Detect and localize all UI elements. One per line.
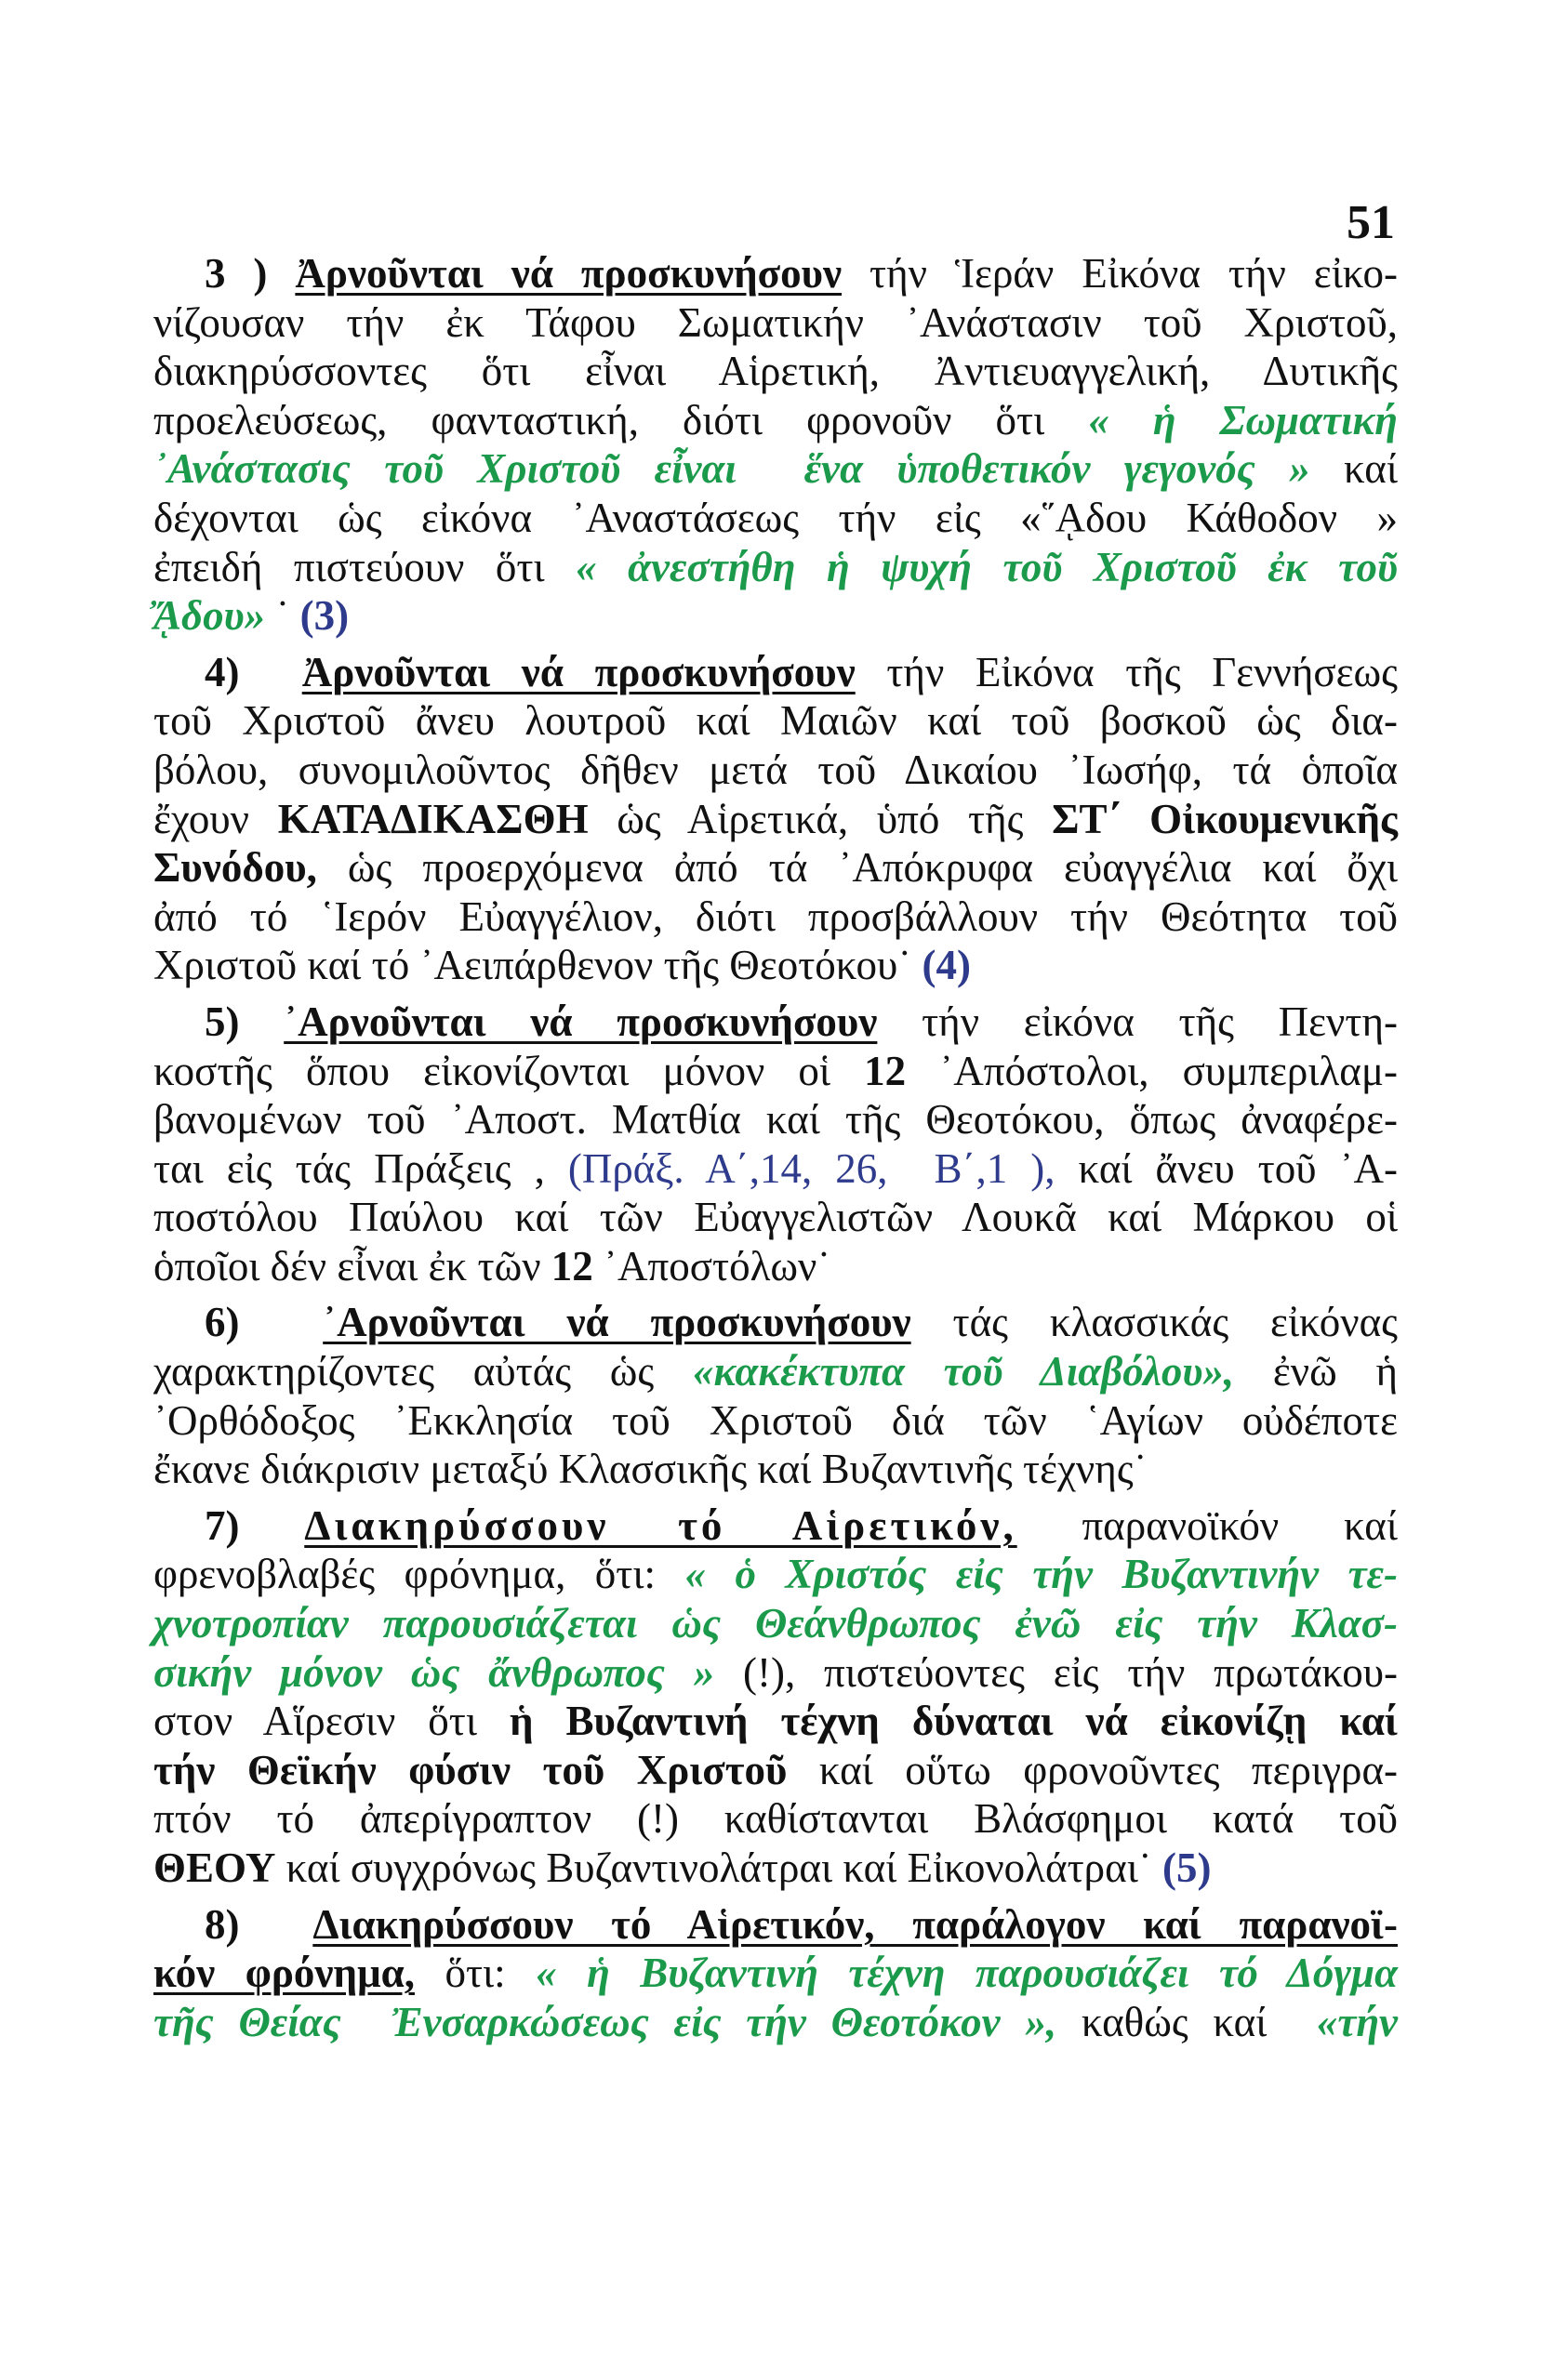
text-line (153, 1501, 1398, 1551)
text-line (153, 795, 1398, 844)
reference-text: (4) (922, 942, 971, 989)
text-run: καί οὕτω φρονοῦντες περιγρα- (787, 1746, 1399, 1793)
text-line (153, 298, 1398, 348)
text-run: ἐπειδή πιστεύουν ὅτι (153, 543, 577, 590)
text-run: 4) (205, 648, 302, 695)
text-run: ᾿Αποστόλων˙ (592, 1242, 831, 1289)
text-run: ᾿Απόστολοι, συμπεριλαμ- (906, 1047, 1398, 1094)
text-line (153, 591, 1398, 641)
text-line (153, 1648, 1398, 1698)
text-run: βόλου, συνομιλοῦντος δῆθεν μετά τοῦ Δικαίου ᾿Ιωσήφ, τά ὁποῖα (153, 746, 1398, 793)
quote-text: «κακέκτυπα τοῦ Διαβόλου», (692, 1348, 1235, 1395)
text-run: 8) (205, 1900, 313, 1948)
text-line (153, 746, 1398, 795)
text-run: 6) (205, 1299, 324, 1346)
text-line (153, 696, 1398, 746)
text-run: (!), πιστεύοντες εἰς τήν πρωτάκου- (714, 1648, 1398, 1696)
text-run: τήν Ἱεράν Εἰκόνα τήν εἰκο- (842, 250, 1398, 297)
text-line (153, 1242, 1398, 1291)
text-run: χαρακτηρίζοντες αὐτάς ὡς (153, 1348, 693, 1395)
text-line (153, 1193, 1398, 1242)
item-heading: Ἀρνοῦνται νά προσκυνήσουν (295, 250, 843, 297)
text-line (153, 1550, 1398, 1599)
text-line (153, 1396, 1398, 1446)
text-run: τήν Εἰκόνα τῆς Γεννήσεως (855, 648, 1398, 695)
text-line (153, 444, 1398, 494)
text-run: ἡ Βυζαντινή τέχνη δύναται νά εἰκονίζῃ καί (509, 1698, 1398, 1745)
text-line (153, 396, 1398, 445)
quote-text: χνοτροπίαν παρουσιάζεται ὡς Θεάνθρωπος ἐνῶ εἰς τήν Κλασ- (153, 1600, 1398, 1647)
text-line (153, 1047, 1398, 1096)
text-run: ποστόλου Παύλου καί τῶν Εὐαγγελιστῶν Λουκᾶ καί Μάρκου οἱ (153, 1194, 1398, 1241)
text-run: Χριστοῦ καί τό ᾿Αειπάρθενον τῆς Θεοτόκου˙ (153, 942, 923, 989)
text-run: 12 (864, 1047, 907, 1094)
text-line (153, 1144, 1398, 1194)
text-run: πτόν τό ἀπερίγραπτον (!) καθίστανται Βλάσφημοι κατά τοῦ (153, 1795, 1398, 1843)
text-run: φρενοβλαβές φρόνημα, ὅτι: (153, 1551, 685, 1598)
text-run: καθώς καί (1056, 1998, 1317, 2045)
text-line (153, 941, 1398, 990)
text-run: κοστῆς ὅπου εἰκονίζονται μόνον οἱ (153, 1047, 865, 1094)
item-heading: Ἀρνοῦνται νά προσκυνήσουν (301, 648, 856, 695)
text-run: τήν Θεϊκήν φύσιν τοῦ Χριστοῦ (153, 1746, 788, 1793)
text-run: καί ἄνευ τοῦ ᾿Α- (1055, 1144, 1398, 1192)
reference-text: (Πράξ. Α΄,14, 26, Β΄,1 ), (567, 1144, 1055, 1192)
text-line (153, 648, 1398, 697)
page-number: 51 (1347, 196, 1395, 249)
text-run: ΣΤ΄ Οἰκουμενικῆς (1052, 795, 1398, 842)
text-run: στον Αἵρεσιν ὅτι (153, 1698, 510, 1745)
quote-text: « ἡ Σωματική (1088, 396, 1398, 443)
text-line (153, 543, 1398, 592)
text-run: ἀπό τό ῾Ιερόν Εὐαγγέλιον, διότι προσβάλλουν τήν Θεότητα τοῦ (153, 892, 1398, 940)
text-line (153, 1298, 1398, 1347)
text-line (153, 1599, 1398, 1648)
text-line (153, 1697, 1398, 1746)
quote-text: σικήν μόνον ὡς ἄνθρωπος » (153, 1648, 715, 1696)
text-run: τοῦ Χριστοῦ ἄνευ λουτροῦ καί Μαιῶν καί τοῦ βοσκοῦ ὡς δια- (153, 697, 1398, 745)
text-line (153, 843, 1398, 892)
text-line (153, 998, 1398, 1047)
text-line (153, 1095, 1398, 1144)
item-heading: ᾿Αρνοῦνται νά προσκυνήσουν (323, 1299, 911, 1346)
quote-text: «τήν (1316, 1998, 1398, 2045)
text-run: 3 ) (205, 250, 296, 297)
text-line (153, 347, 1398, 396)
text-run: ᾿Ορθόδοξος ᾿Εκκλησία τοῦ Χριστοῦ διά τῶν ῾Αγίων οὐδέποτε (153, 1396, 1398, 1444)
text-run: 5) (205, 998, 285, 1045)
text-run: παρανοϊκόν καί (1016, 1501, 1398, 1549)
text-line (153, 249, 1398, 298)
text-run: τήν εἰκόνα τῆς Πεντη- (877, 998, 1399, 1045)
text-run: 7) (205, 1501, 305, 1549)
text-run: νίζουσαν τήν ἐκ Τάφου Σωματικήν ᾿Ανάστασιν τοῦ Χριστοῦ, (153, 298, 1398, 346)
text-run: ὡς προερχόμενα ἀπό τά ᾿Απόκρυφα εὐαγγέλια καί ὄχι (316, 844, 1398, 892)
text-run: διακηρύσσοντες ὅτι εἶναι Αἱρετική, Ἀντιευαγγελική, Δυτικῆς (153, 348, 1398, 395)
text-run: δέχονται ὡς εἰκόνα ᾿Αναστάσεως τήν εἰς «῞ᾼδου Κάθοδον » (153, 494, 1398, 541)
text-run: ΚΑΤΑΔΙΚΑΣΘΗ (277, 795, 589, 842)
text-line (153, 1949, 1398, 1998)
text-line (153, 1900, 1398, 1950)
item-heading: Διακηρύσσουν τό Αἱρετικόν, (304, 1501, 1017, 1549)
text-run: ὅτι: (414, 1950, 537, 1997)
text-run: ἐνῶ ἡ (1234, 1348, 1398, 1395)
text-run: Συνόδου, (153, 844, 317, 892)
text-run: ται εἰς τάς Πράξεις , (153, 1144, 568, 1192)
text-line (153, 494, 1398, 543)
text-run: ˙ (265, 592, 300, 640)
quote-text: ᾌδου» (153, 592, 266, 640)
text-run: ἔχουν (153, 795, 278, 842)
text-run: ὡς Αἱρετικά, ὑπό τῆς (588, 795, 1053, 842)
reference-text: (3) (299, 592, 350, 640)
quote-text: « ὁ Χριστός εἰς τήν Βυζαντινήν τε- (684, 1551, 1399, 1598)
text-line (153, 892, 1398, 942)
quote-text: ᾿Ανάστασις τοῦ Χριστοῦ εἶναι ἕνα ὑποθετικόν γεγονός » (153, 445, 1310, 493)
text-run: ὁποῖοι δέν εἶναι ἐκ τῶν (153, 1242, 551, 1289)
item-heading: κόν φρόνημα, (153, 1950, 415, 1997)
document-body (153, 249, 1398, 2046)
text-line (153, 1347, 1398, 1396)
text-line (153, 1794, 1398, 1844)
text-line (153, 1445, 1398, 1494)
reference-text: (5) (1162, 1844, 1212, 1891)
item-heading: ᾿Αρνοῦνται νά προσκυνήσουν (284, 998, 878, 1045)
text-line (153, 1844, 1398, 1893)
text-line (153, 1746, 1398, 1795)
text-run: 12 (551, 1242, 593, 1289)
quote-text: « ἀνεστήθη ἡ ψυχή τοῦ Χριστοῦ ἐκ τοῦ (576, 543, 1398, 590)
quote-text: τῆς Θείας Ἐνσαρκώσεως εἰς τήν Θεοτόκον », (153, 1998, 1057, 2045)
text-run: βανομένων τοῦ ᾿Αποστ. Ματθία καί τῆς Θεοτόκου, ὅπως ἀναφέρε- (153, 1096, 1398, 1144)
item-heading: Διακηρύσσουν τό Αἱρετικόν, παράλογον καί παρανοϊ- (312, 1900, 1398, 1948)
quote-text: « ἡ Βυζαντινή τέχνη παρουσιάζει τό Δόγμα (536, 1950, 1398, 1997)
text-run: τάς κλασσικάς εἰκόνας (910, 1299, 1398, 1346)
text-run: προελεύσεως, φανταστική, διότι φρονοῦν ὅτι (153, 396, 1089, 443)
text-line (153, 1998, 1398, 2047)
text-run: ἔκανε διάκρισιν μεταξύ Κλασσικῆς καί Βυζαντινῆς τέχνης˙ (153, 1446, 1148, 1493)
text-run: καί συγχρόνως Βυζαντινολάτραι καί Εἰκονολάτραι˙ (275, 1844, 1163, 1891)
text-run: ΘΕΟΥ (153, 1844, 276, 1891)
text-run: καί (1309, 445, 1398, 493)
